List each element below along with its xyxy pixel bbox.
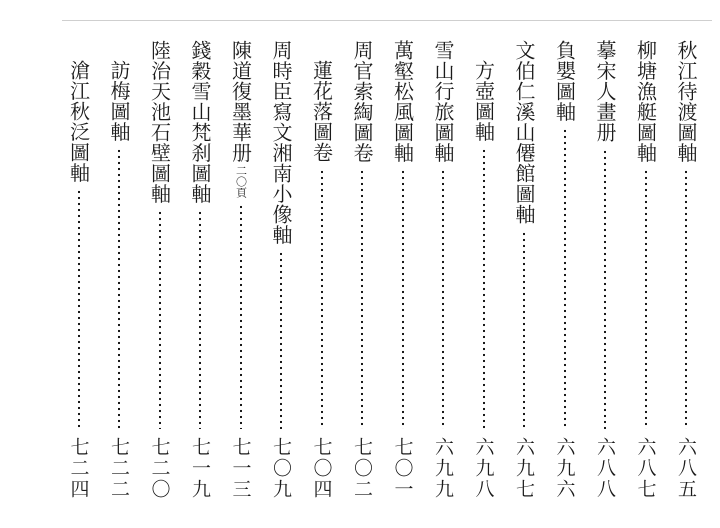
- dot-leader: [523, 231, 525, 430]
- entry-title: 萬壑松風圖軸: [390, 40, 415, 163]
- entry-title: 蓮花落圖卷: [309, 60, 334, 163]
- dot-leader: [118, 148, 120, 429]
- entry-page-number: 七〇九: [270, 437, 292, 500]
- toc-entry: [551, 40, 579, 500]
- toc-entry: [591, 40, 619, 500]
- dot-leader: [361, 169, 363, 429]
- entry-title: 柳塘漁艇圖軸: [633, 40, 658, 163]
- entry-page-number: 七〇二: [351, 437, 373, 500]
- entry-page-number: 六八七: [634, 437, 657, 500]
- entry-page-number: 六八八: [594, 437, 616, 500]
- entry-page-number: 七一九: [189, 437, 211, 500]
- entry-title: 摹宋人畫册: [593, 40, 617, 143]
- toc-entry: [105, 40, 133, 500]
- entry-title: 陸治天池石壁圖軸: [147, 40, 172, 204]
- entry-title: 滄江秋泛圖軸: [66, 60, 91, 183]
- top-rule: [62, 20, 712, 21]
- toc-entry: [389, 40, 417, 500]
- entry-page-number: 七二二: [108, 437, 130, 500]
- entry-page-number: 七二四: [67, 437, 90, 500]
- entry-page-number: 七〇四: [310, 437, 333, 500]
- entry-title: 錢穀雪山梵刹圖軸: [188, 40, 212, 204]
- toc-entry: [429, 40, 457, 500]
- dot-leader: [78, 189, 80, 429]
- dot-leader: [564, 128, 566, 429]
- dot-leader: [321, 169, 323, 430]
- entry-title: 文伯仁溪山僊館圖軸: [512, 40, 536, 225]
- entry-page-number: 七一三: [229, 437, 252, 500]
- entry-title: 雪山行旅圖軸: [431, 40, 455, 163]
- dot-leader: [604, 149, 606, 430]
- dot-leader: [280, 251, 282, 429]
- dot-leader: [685, 169, 687, 429]
- entry-page-number: 六九八: [472, 437, 495, 500]
- entry-page-number: 六九七: [513, 437, 535, 500]
- toc-entry: [308, 40, 336, 500]
- table-of-contents: [65, 40, 701, 500]
- toc-entry: [470, 40, 498, 500]
- toc-entry: [186, 40, 214, 500]
- toc-entry: [672, 40, 700, 500]
- entry-title: 訪梅圖軸: [107, 60, 131, 142]
- dot-leader: [645, 169, 647, 429]
- dot-leader: [159, 210, 161, 429]
- dot-leader: [442, 169, 444, 429]
- entry-page-count-note: 二〇頁: [234, 165, 248, 198]
- toc-entry: [227, 40, 255, 500]
- dot-leader: [199, 210, 201, 429]
- entry-page-number: 七〇一: [391, 437, 414, 500]
- entry-page-number: 七二〇: [148, 437, 171, 500]
- entry-title: 負嬰圖軸: [552, 40, 577, 122]
- entry-title: 秋江待渡圖軸: [674, 40, 698, 163]
- toc-entry: [267, 40, 295, 500]
- toc-entry: [65, 40, 93, 500]
- dot-leader: [483, 148, 485, 429]
- toc-entry: [510, 40, 538, 500]
- entry-page-number: 六九九: [432, 437, 454, 500]
- dot-leader: [402, 169, 404, 429]
- entry-title: 周時臣寫文湘南小像軸: [269, 40, 293, 245]
- toc-entry: [632, 40, 660, 500]
- entry-page-number: 六八五: [675, 437, 697, 500]
- toc-entry: [348, 40, 376, 500]
- entry-title: 方壺圖軸: [471, 60, 496, 142]
- entry-title: 周官索綯圖卷: [350, 40, 374, 163]
- entry-page-number: 六九六: [553, 437, 576, 500]
- toc-entry: [146, 40, 174, 500]
- entry-title: 陳道復墨華册: [228, 40, 253, 163]
- dot-leader: [240, 204, 242, 429]
